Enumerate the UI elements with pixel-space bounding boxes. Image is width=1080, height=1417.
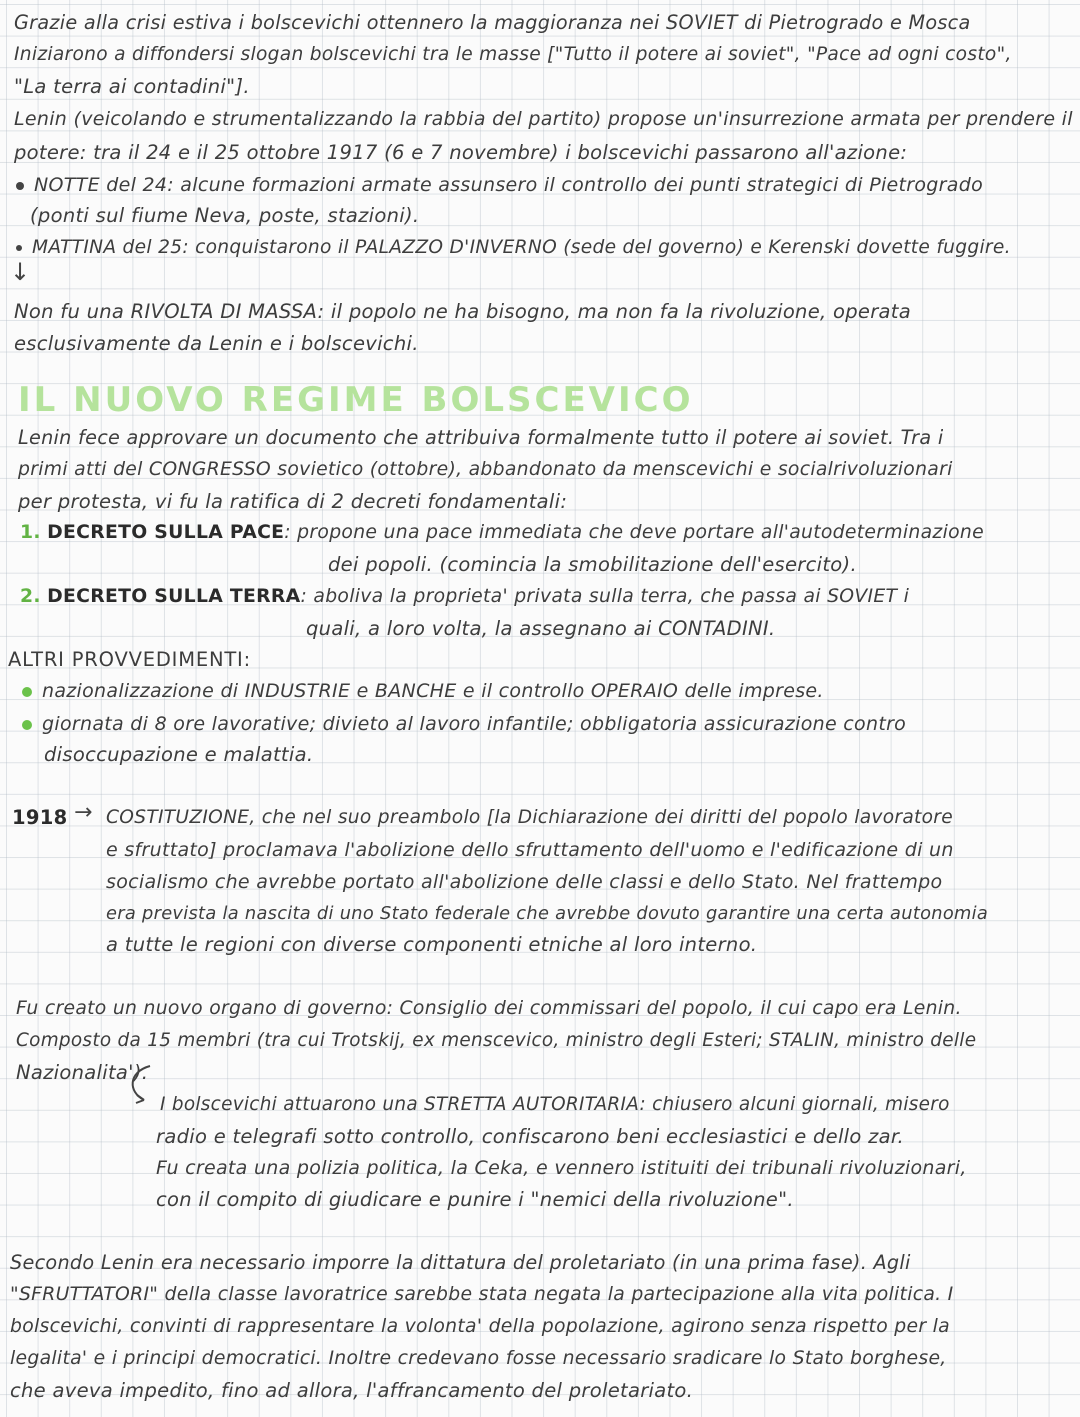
- text-line: Grazie alla crisi estiva i bolscevichi ottennero la maggioranza nei SOVIET di Pietrogrado e Mosca: [14, 11, 971, 34]
- hook-arrow-icon: [120, 1062, 160, 1104]
- bullet-item: MATTINA del 25: conquistarono il PALAZZO D'INVERNO (sede del governo) e Kerenski dovette fuggire.: [16, 233, 1011, 263]
- text-line: dei popoli. (comincia la smobilitazione dell'esercito).: [328, 553, 857, 576]
- text-line: era prevista la nascita di uno Stato federale che avrebbe dovuto garantire una certa autonomia: [106, 903, 989, 924]
- decree-title: DECRETO SULLA PACE: [47, 522, 285, 543]
- text-line: con il compito di giudicare e punire i "nemici della rivoluzione".: [156, 1188, 794, 1211]
- year-label: 1918: [12, 806, 68, 829]
- decree-item: 1. DECRETO SULLA PACE: propone una pace immediata che deve portare all'autodeterminazione: [20, 522, 984, 543]
- bullet-item: giornata di 8 ore lavorative; divieto al lavoro infantile; obbligatoria assicurazione contro: [22, 709, 906, 739]
- decree-title: DECRETO SULLA TERRA: [47, 586, 301, 607]
- text-line: Fu creato un nuovo organo di governo: Consiglio dei commissari del popolo, il cui capo era Lenin.: [16, 998, 962, 1019]
- list-number: 2.: [20, 586, 41, 607]
- text-line: (ponti sul fiume Neva, poste, stazioni).: [30, 204, 420, 227]
- text-line: socialismo che avrebbe portato all'abolizione delle classi e dello Stato. Nel frattempo: [106, 871, 943, 893]
- bullet-item: NOTTE del 24: alcune formazioni armate assunsero il controllo dei punti strategici di Pietrogrado: [16, 170, 983, 200]
- text-line: che aveva impedito, fino ad allora, l'affrancamento del proletariato.: [10, 1379, 694, 1402]
- text-line: Secondo Lenin era necessario imporre la dittatura del proletariato (in una prima fase). Agli: [10, 1251, 911, 1274]
- text-line: a tutte le regioni con diverse componenti etniche al loro interno.: [106, 933, 758, 956]
- text-line: disoccupazione e malattia.: [44, 743, 314, 766]
- subheading: ALTRI PROVVEDIMENTI:: [8, 648, 251, 671]
- text-line: radio e telegrafi sotto controllo, confiscarono beni ecclesiastici e dello zar.: [156, 1125, 904, 1148]
- text-line: Lenin (veicolando e strumentalizzando la rabbia del partito) propose un'insurrezione armata per prendere il: [14, 108, 1073, 130]
- text-line: COSTITUZIONE, che nel suo preambolo [la Dichiarazione dei diritti del popolo lavoratore: [106, 807, 953, 828]
- text-line: quali, a loro volta, la assegnano ai CONTADINI.: [306, 617, 776, 640]
- text-line: I bolscevichi attuarono una STRETTA AUTORITARIA: chiusero alcuni giornali, misero: [160, 1094, 950, 1115]
- text-line: per protesta, vi fu la ratifica di 2 decreti fondamentali:: [18, 490, 568, 513]
- text-line: "La terra ai contadini"].: [14, 75, 250, 98]
- text-line: Composto da 15 membri (tra cui Trotskij, ex menscevico, ministro degli Esteri; STALIN, ministro delle: [16, 1030, 977, 1051]
- bullet-dot-icon: [16, 182, 24, 190]
- list-number: 1.: [20, 522, 41, 543]
- text-line: potere: tra il 24 e il 25 ottobre 1917 (6 e 7 novembre) i bolscevichi passarono all'azione:: [14, 141, 908, 164]
- arrow-right-icon: →: [74, 800, 93, 825]
- text-line: Nazionalita').: [16, 1061, 149, 1084]
- text-line: esclusivamente da Lenin e i bolscevichi.: [14, 332, 419, 355]
- bullet-dot-icon: [22, 687, 32, 697]
- text-line: "SFRUTTATORI" della classe lavoratrice sarebbe stata negata la partecipazione alla vita politica. I: [10, 1284, 954, 1305]
- text-line: Non fu una RIVOLTA DI MASSA: il popolo ne ha bisogno, ma non fa la rivoluzione, operata: [14, 300, 911, 323]
- text-line: e sfruttato] proclamava l'abolizione dello sfruttamento dell'uomo e l'edificazione di un: [106, 839, 954, 861]
- section-title: IL NUOVO REGIME BOLSCEVICO: [18, 380, 694, 420]
- text-line: primi atti del CONGRESSO sovietico (ottobre), abbandonato da menscevichi e socialrivoluzionari: [18, 459, 953, 480]
- text-line: Iniziarono a diffondersi slogan bolscevichi tra le masse ["Tutto il potere ai soviet", "Pace ad ogni costo",: [14, 44, 1012, 65]
- bullet-dot-icon: [16, 245, 22, 251]
- decree-item: 2. DECRETO SULLA TERRA: aboliva la proprieta' privata sulla terra, che passa ai SOVIET i: [20, 586, 910, 607]
- bullet-dot-icon: [22, 720, 32, 730]
- bullet-item: nazionalizzazione di INDUSTRIE e BANCHE e il controllo OPERAIO delle imprese.: [22, 676, 824, 706]
- text-line: Fu creata una polizia politica, la Ceka, e vennero istituiti dei tribunali rivoluzionari,: [156, 1157, 967, 1179]
- arrow-down-icon: ↓: [10, 258, 31, 286]
- text-line: Lenin fece approvare un documento che attribuiva formalmente tutto il potere ai soviet. Tra i: [18, 426, 944, 449]
- text-line: bolscevichi, convinti di rappresentare la volonta' della popolazione, agirono senza rispetto per la: [10, 1316, 950, 1337]
- text-line: legalita' e i principi democratici. Inoltre credevano fosse necessario sradicare lo Stato borghese,: [10, 1348, 947, 1369]
